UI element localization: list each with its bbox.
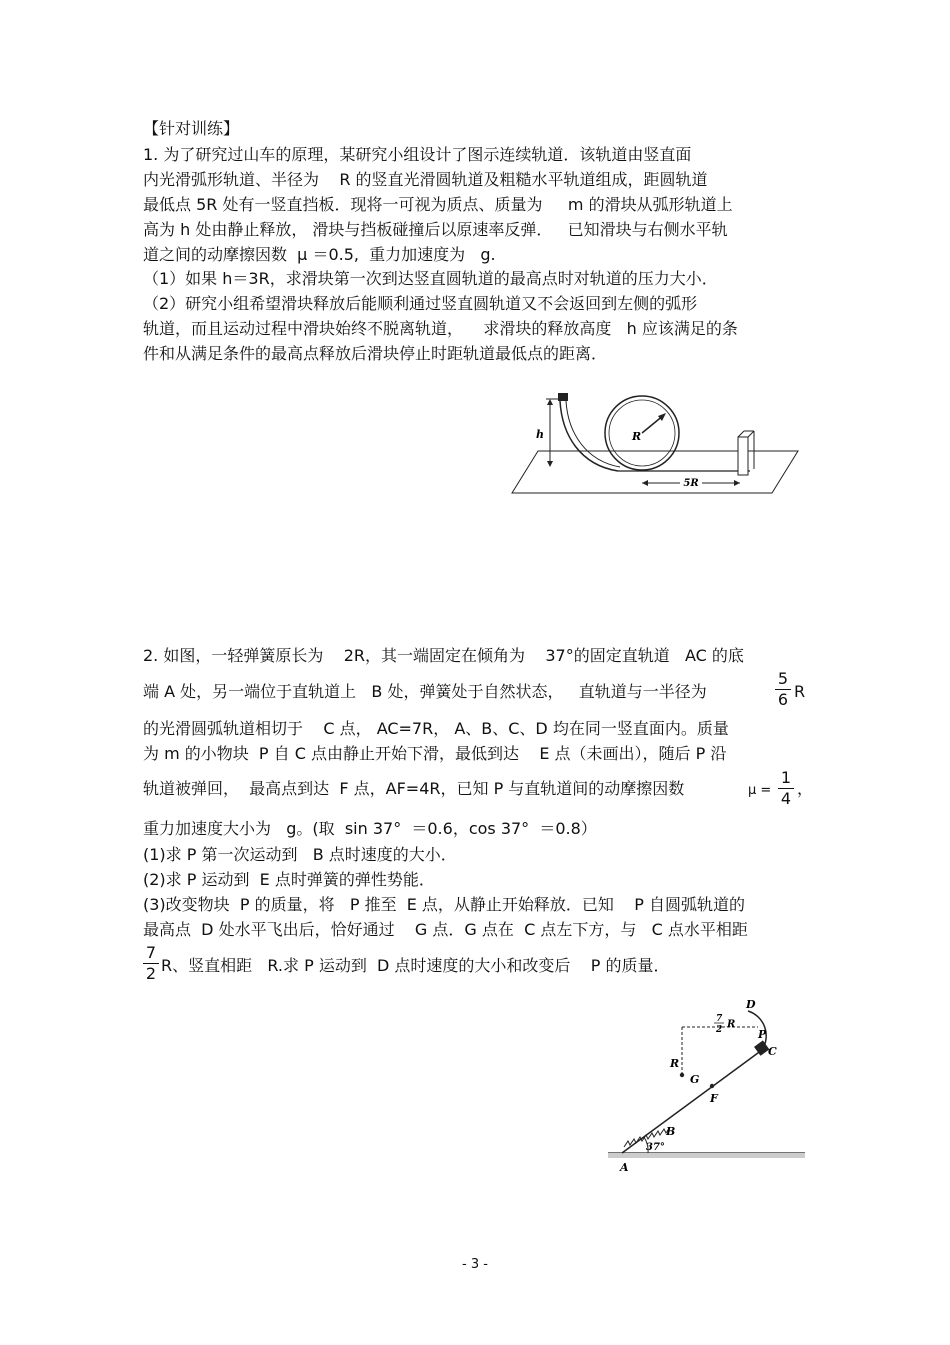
label-frac-num: 7 <box>716 1014 723 1024</box>
q2-line: (2)求 P 运动到 E 点时弹簧的弹性势能． <box>143 870 435 889</box>
q2-line: 2. 如图，一轻弹簧原长为 2R，其一端固定在倾角为 37°的固定直轨道 AC 的底 <box>143 646 744 665</box>
barrier <box>738 437 748 475</box>
q2-line: (3)改变物块 P 的质量，将 P 推至 E 点，从静止开始释放．已知 P 自圆弧轨道的 <box>143 895 746 914</box>
q2-line: R、竖直相距 R.求 P 运动到 D 点时速度的大小和改变后 P 的质量． <box>161 956 670 975</box>
fraction-5-6: 5 6 <box>775 670 791 709</box>
q2-line: 为 m 的小物块 P 自 C 点由静止开始下滑，最低到达 E 点（未画出），随后 P 沿 <box>143 744 727 763</box>
q2-line: 最高点 D 处水平飞出后，恰好通过 G 点．G 点在 C 点左下方，与 C 点水平相距 <box>143 920 748 939</box>
q1-line: （2）研究小组希望滑块释放后能顺利通过竖直圆轨道又不会返回到左侧的弧形 <box>143 294 698 313</box>
fraction-7-2: 7 2 <box>143 944 159 983</box>
q2-line: 的光滑圆弧轨道相切于 C 点， AC=7R， A、B、C、D 均在同一竖直面内。质量 <box>143 719 729 738</box>
q2-line-tail: R <box>794 682 806 701</box>
label-R: R <box>670 1057 680 1070</box>
label-D: D <box>746 998 756 1011</box>
q1-line: 高为 h 处由静止释放， 滑块与挡板碰撞后以原速率反弹． 已知滑块与右侧水平轨 <box>143 220 728 239</box>
page-number: - 3 - <box>462 1257 488 1272</box>
label-frac-den: 2 <box>716 1025 723 1035</box>
label-R: R <box>632 430 642 443</box>
q2-line: (1)求 P 第一次运动到 B 点时速度的大小． <box>143 845 457 864</box>
label-angle: 37° <box>646 1142 665 1153</box>
fraction-1-4: 1 4 <box>778 769 794 808</box>
q1-line: 1. 为了研究过山车的原理，某研究小组设计了图示连续轨道．该轨道由竖直面 <box>143 145 692 164</box>
q1-line: 内光滑弧形轨道、半径为 R 的竖直光滑圆轨道及粗糙水平轨道组成，距圆轨道 <box>143 170 708 189</box>
q2-line-tail: ， <box>797 779 814 798</box>
q1-line: 件和从满足条件的最高点释放后滑块停止时距轨道最低点的距离． <box>143 344 608 363</box>
q1-line: 最低点 5R 处有一竖直挡板．现将一可视为质点、质量为 m 的滑块从弧形轨道上 <box>143 195 733 214</box>
mu-symbol: μ = <box>748 783 772 798</box>
label-frac-R: R <box>727 1019 736 1030</box>
point-F <box>710 1084 714 1088</box>
roller-coaster-figure <box>500 385 800 500</box>
label-P: P <box>758 1028 767 1041</box>
q2-line: 轨道被弹回， 最高点到达 F 点，AF=4R，已知 P 与直轨道间的动摩擦因数 <box>143 779 685 798</box>
incline-track <box>622 1050 762 1153</box>
q1-line: 道之间的动摩擦因数 μ ＝0.5, 重力加速度为 g. <box>143 245 496 264</box>
label-F: F <box>710 1092 718 1105</box>
q1-line: 轨道，而且运动过程中滑块始终不脱离轨道， 求滑块的释放高度 h 应该满足的条 <box>143 319 738 338</box>
q2-line: 重力加速度大小为 g。(取 sin 37° ＝0.6，cos 37° ＝0.8） <box>143 819 597 838</box>
label-A: A <box>620 1161 629 1174</box>
label-G: G <box>690 1073 700 1086</box>
slider-block <box>558 393 568 401</box>
q2-line: 端 A 处，另一端位于直轨道上 B 处，弹簧处于自然状态， 直轨道与一半径为 <box>143 682 707 701</box>
label-C: C <box>768 1045 777 1058</box>
label-5R: 5R <box>683 478 699 489</box>
ground-plane <box>512 451 798 493</box>
q1-line: （1）如果 h＝3R，求滑块第一次到达竖直圆轨道的最高点时对轨道的压力大小． <box>143 269 718 288</box>
label-h: h <box>536 428 544 441</box>
section-heading: 【针对训练】 <box>143 119 240 138</box>
incline-figure <box>600 995 815 1180</box>
label-B: B <box>666 1125 676 1138</box>
point-G <box>680 1073 684 1077</box>
